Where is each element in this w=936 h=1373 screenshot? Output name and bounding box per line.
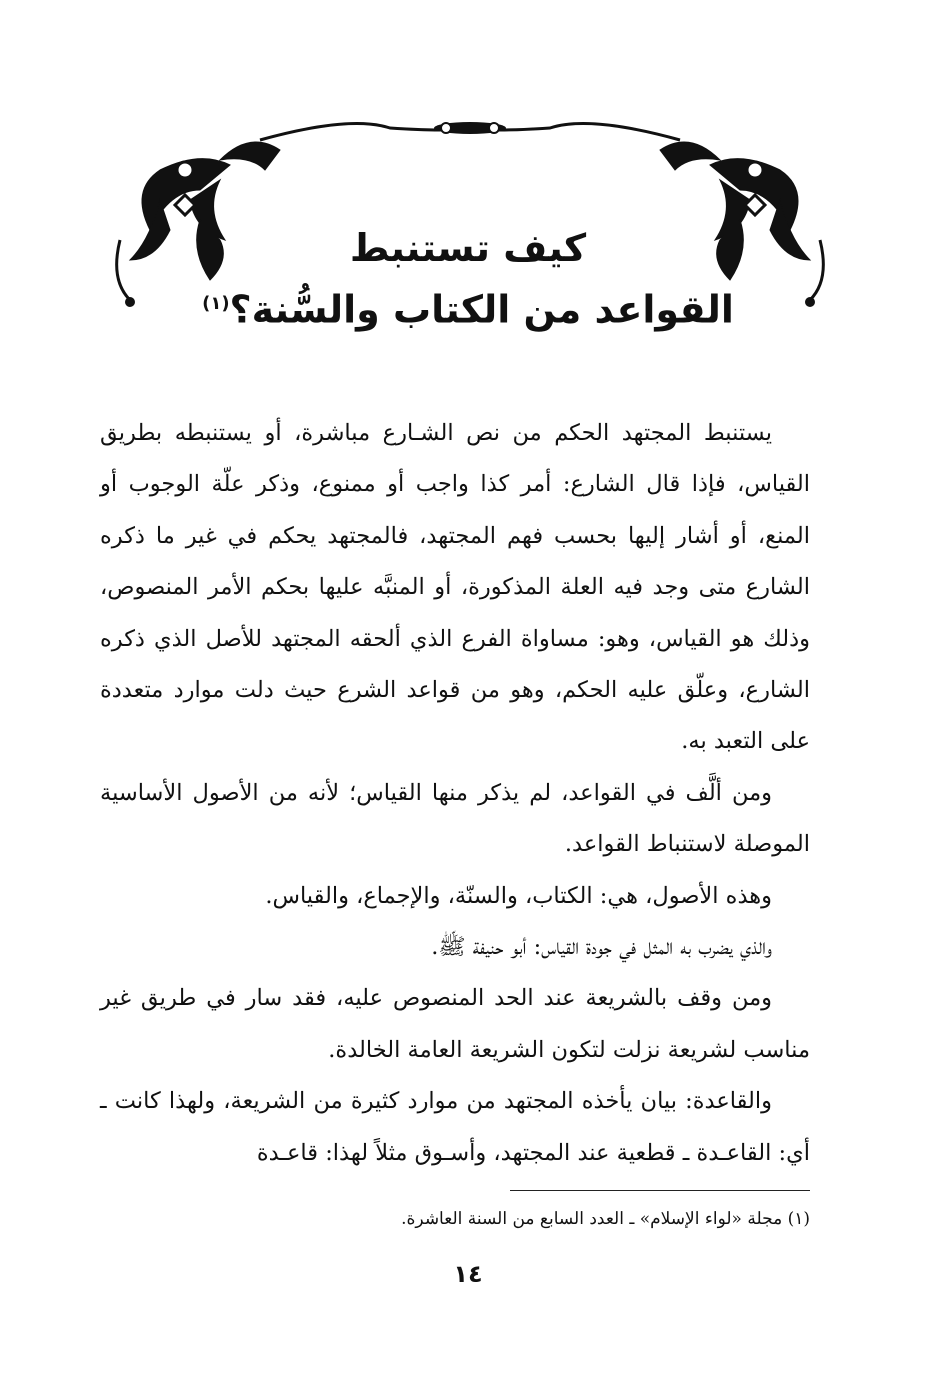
- footnote-reference: (١): [202, 293, 230, 314]
- footnote: (١) مجلة «لواء الإسلام» ـ العدد السابع من السنة العاشرة.: [401, 1209, 810, 1229]
- paragraph: والقاعدة: بيان يأخذه المجتهد من موارد كثيرة من الشريعة، ولهذا كانت ـ أي: القاعـدة ـ قطعية عند المجتهد، وأسـوق مثلاً لهذا: قاعـدة: [100, 1088, 810, 1166]
- chapter-title-line-2-text: القواعد من الكتاب والسُّنة؟: [229, 287, 734, 332]
- chapter-title-line-2: [200, 274, 736, 340]
- chapter-title: [200, 222, 736, 340]
- paragraph: ومن وقف بالشريعة عند الحد المنصوص عليه، فقد سار في طريق غير مناسب لشريعة نزلت لتكون الشريعة العامة الخالدة.: [100, 985, 810, 1063]
- paragraph: وهذه الأصول، هي: الكتاب، والسنّة، والإجماع، والقياس.: [265, 882, 772, 909]
- body-text: [100, 408, 810, 1179]
- paragraph: ومن ألَّف في القواعد، لم يذكر منها القياس؛ لأنه من الأصول الأساسية الموصلة لاستنباط القواعد.: [100, 779, 810, 858]
- footnote-separator: [510, 1190, 810, 1191]
- page-number: ١٤: [453, 1260, 483, 1288]
- paragraph: يستنبط المجتهد الحكم من نص الشـارع مباشرة، أو يستنبطه بطريق القياس، فإذا قال الشارع: أمر كذا واجب أو ممنوع، وذكر علّة الوجوب أو المنع، أو أشار إليها بحسب فهم المجتهد، فالمجتهد يحكم في غير ما ذكره الشارع متى وجد فيه العلة المذكورة، أو المنبَّه عليها بحكم الأمر المنصوص، وذلك هو القياس، وهو: مساواة الفرع الذي ألحقه المجتهد للأصل الذي ذكره الشارع، وعلّق عليه الحكم، وهو من قواعد الشرع حيث دلت موارد متعددة على التعبد به.: [100, 420, 810, 755]
- paragraph: والذي يضرب به المثل في جودة القياس: أبو حنيفة ﷺ.: [431, 934, 772, 961]
- chapter-title-line-1: كيف تستنبط: [349, 226, 587, 270]
